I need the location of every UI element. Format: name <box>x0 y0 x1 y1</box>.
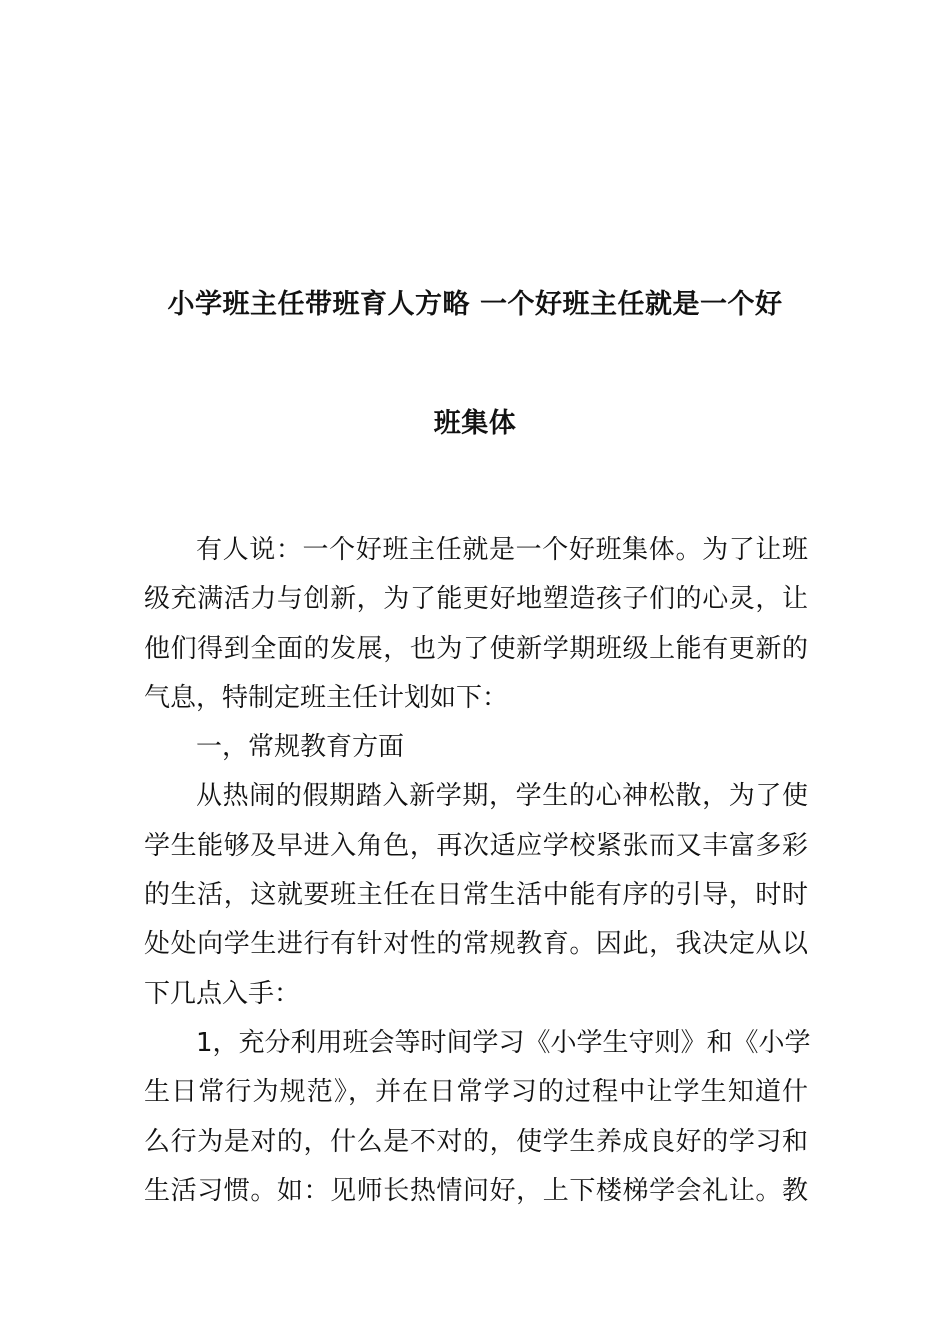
document-title-line-2: 班集体 <box>433 408 517 439</box>
document-title-line-1: 小学班主任带班育人方略 一个好班主任就是一个好 <box>167 289 783 320</box>
body-text-line: 从热闹的假期踏入新学期，学生的心神松散，为了使 <box>196 781 808 812</box>
body-text-line: 他们得到全面的发展，也为了使新学期班级上能有更新的 <box>144 633 808 664</box>
body-text-line: 有人说：一个好班主任就是一个好班集体。为了让班 <box>196 535 808 565</box>
body-text-line: 处处向学生进行有针对性的常规教育。因此，我决定从以 <box>144 929 808 960</box>
body-text-line: 气息，特制定班主任计划如下： <box>144 682 509 713</box>
body-text-line: 级充满活力与创新，为了能更好地塑造孩子们的心灵，让 <box>144 584 808 615</box>
body-text-line: 么行为是对的，什么是不对的，使学生养成良好的学习和 <box>144 1126 808 1157</box>
body-text-line: 下几点入手： <box>144 978 301 1009</box>
document-body <box>144 526 811 1216</box>
body-text-line: 1，充分利用班会等时间学习《小学生守则》和《小学 <box>196 1027 811 1058</box>
body-text-line: 生活习惯。如：见师长热情问好，上下楼梯学会礼让。教 <box>144 1175 808 1206</box>
body-text-line: 的生活，这就要班主任在日常生活中能有序的引导，时时 <box>144 880 808 911</box>
body-text-line: 一，常规教育方面 <box>196 732 405 763</box>
body-text-line: 学生能够及早进入角色，再次适应学校紧张而又丰富多彩 <box>144 830 808 861</box>
body-text-line: 生日常行为规范》，并在日常学习的过程中让学生知道什 <box>144 1077 808 1108</box>
